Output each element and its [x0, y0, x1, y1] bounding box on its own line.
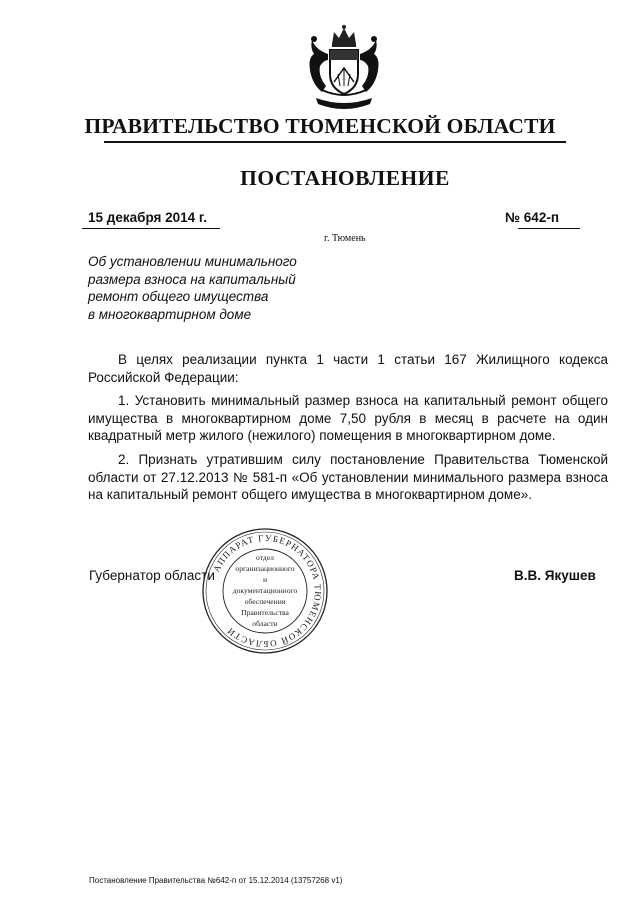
body-preamble: В целях реализации пункта 1 части 1 статьи 167 Жилищного кодекса Российской Федерации:: [88, 352, 608, 385]
stamp-line: отдел: [256, 553, 274, 562]
title-divider: [104, 141, 566, 143]
stamp-line: документационного: [232, 586, 298, 595]
stamp-ring-text: АППАРАТ ГУБЕРНАТОРА ТЮМЕНСКОЙ ОБЛАСТИ: [211, 532, 324, 650]
document-date: 15 декабря 2014 г.: [88, 210, 207, 225]
document-city: г. Тюмень: [324, 233, 366, 244]
number-underline: [518, 228, 580, 229]
stamp-line: обеспечения: [244, 597, 286, 606]
document-number: № 642-п: [505, 210, 559, 225]
subject-line: Об установлении минимального: [88, 254, 297, 269]
subject-line: в многоквартирном доме: [88, 306, 252, 322]
document-body: [88, 351, 608, 510]
stamp-line: Правительства: [241, 608, 289, 617]
subject-line: ремонт общего имущества: [88, 289, 269, 304]
coat-of-arms-emblem: [302, 24, 386, 112]
stamp-line: области: [252, 619, 278, 628]
document-subject: [88, 253, 328, 323]
body-item: 2. Признать утратившим силу постановление Правительства Тюменской области от 27.12.2013 № 581-п «Об установлении минимального размера взноса на капитальный ремонт общего имущества в многоквартирном доме».: [88, 451, 608, 503]
stamp-line: и: [262, 575, 268, 584]
signer-name: В.В. Якушев: [514, 568, 596, 583]
document-type: ПОСТАНОВЛЕНИЕ: [240, 166, 450, 190]
signer-title: Губернатор области: [89, 568, 215, 583]
subject-line: размера взноса на капитальный: [88, 271, 296, 287]
document-footer: Постановление Правительства №642-п от 15.12.2014 (13757268 v1): [89, 876, 343, 885]
body-item: 1. Установить минимальный размер взноса на капитальный ремонт общего имущества в многоквартирном доме 7,50 рубля в месяц в расчете на один квадратный метр жилого (нежилого) помещения в многоквартирном доме.: [88, 393, 608, 444]
stamp-line: организационного: [235, 564, 295, 573]
organization-title: ПРАВИТЕЛЬСТВО ТЮМЕНСКОЙ ОБЛАСТИ: [84, 114, 556, 138]
official-stamp: [201, 527, 329, 655]
date-underline: [82, 228, 220, 229]
